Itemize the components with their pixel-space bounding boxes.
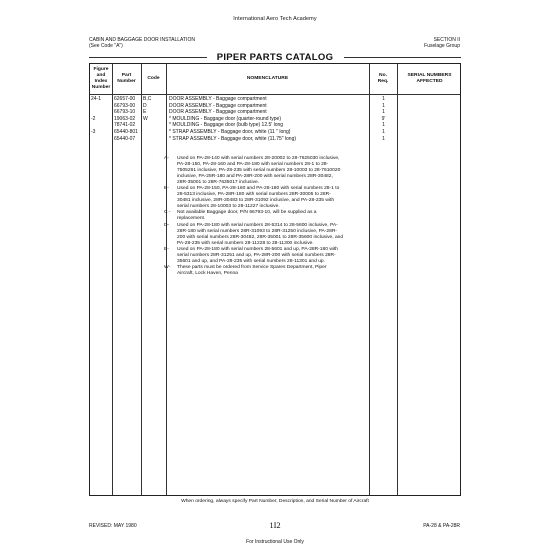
table-row: [90, 129, 460, 136]
note-text: Used on PA-28-140 with serial numbers 28-20002 to 28-7625030 inclusive, PA-28-150, PA-28-160 and PA-28-180 with serial numbers 28-1 to 28-7505261 inclusive, PA-28-235 with serial numbers 28-10003 to 28-7610020 inclusive, PA-28R-180 and PA-28R-200 with serial numbers 28R-30482, 28R-35001 to 28R-7635017 inclusive.: [177, 156, 341, 186]
note-item: [164, 223, 344, 247]
note-item: [164, 186, 344, 210]
aircraft-model: PA-28 & PA-28R: [423, 523, 460, 529]
note-code: D-: [164, 222, 170, 228]
table-row: [90, 103, 460, 110]
quantity-cell: 1: [382, 102, 385, 109]
note-item: [164, 210, 344, 222]
quantity-cell: 1: [382, 135, 385, 142]
index-cell: -2: [91, 115, 96, 122]
quantity-cell: 9': [381, 115, 386, 122]
code-cell: W: [143, 115, 148, 122]
header-separator: [90, 94, 460, 95]
organization-header: International Aero Tech Academy: [233, 16, 317, 22]
revision-date: REVISED: MAY 1980: [89, 523, 137, 529]
instructional-use-notice: For Instructional Use Only: [246, 539, 304, 545]
column-header-code: Code: [147, 76, 160, 81]
nomenclature-cell: DOOR ASSEMBLY - Baggage compartment: [169, 96, 267, 102]
code-reference: (See Code "A"): [89, 43, 123, 50]
page-number: 1I2: [269, 520, 281, 530]
column-header-nomenclature: NOMENCLATURE: [246, 76, 289, 81]
note-text: Used on PA-28-180 with serial numbers 28-5314 to 28-5600 inclusive, PA-28R-180 with serial numbers 28R-31093 to 28R-31250 inclusive, PA-28R-200 with serial numbers 28R-30482, 28R-35001 to 28R-35600 inclusive, and PA-28-235 with serial numbers 28-11228 to 28-11300 inclusive.: [177, 222, 344, 246]
section-number: SECTION II: [433, 37, 460, 43]
code-cell: B,C: [143, 96, 152, 102]
note-text: These parts must be ordered from Service Spares Department, Piper Aircraft, Lock Haven, Penna: [177, 264, 327, 276]
note-code: C -: [164, 210, 171, 216]
note-code: A-: [164, 156, 169, 161]
part-number-cell: 65440-801: [114, 129, 138, 135]
quantity-cell: 1: [382, 129, 385, 135]
section-title-right: [424, 37, 460, 50]
note-code: E-: [164, 246, 169, 252]
column-header-figure: Figure and Index Number: [91, 67, 111, 91]
part-number-cell: 78741-02: [114, 122, 136, 129]
table-row: [90, 136, 460, 143]
note-text: Used on PA-28-150, PA-28-160 and PA-28-180 with serial numbers 28-1 to 28-5313 inclusive, PA-28R-180 with serial numbers 28R-30005 to 28R-30481 inclusive, 28R-30483 to 28R-31092 inclusive, and PA-28-235 with serial numbers 28-10003 to 28-11227 inclusive.: [177, 186, 340, 210]
catalog-title: PIPER PARTS CATALOG: [216, 52, 334, 63]
code-notes: [164, 156, 344, 277]
table-row: [90, 122, 460, 129]
nomenclature-cell: DOOR ASSEMBLY - Baggage compartment: [169, 109, 267, 116]
quantity-cell: 1: [382, 96, 385, 102]
table-row: [90, 116, 460, 123]
table-row: [90, 109, 460, 116]
quantity-cell: 1: [382, 109, 385, 116]
table-row: [90, 96, 460, 103]
index-cell: -3: [91, 129, 96, 135]
note-item: [164, 247, 344, 265]
code-cell: D: [143, 102, 147, 109]
nomenclature-cell: * STRAP ASSEMBLY - Baggage door, white (11 " long): [169, 129, 291, 135]
group-name: Fuselage Group: [424, 43, 460, 50]
part-number-cell: 19063-02: [114, 115, 136, 122]
column-header-part-number: Part Number: [117, 73, 136, 85]
installation-title: CABIN AND BAGGAGE DOOR INSTALLATION: [89, 37, 195, 43]
part-number-cell: 62657-00: [114, 96, 136, 102]
nomenclature-cell: * STRAP ASSEMBLY - Baggage door, white (11.75" long): [169, 135, 297, 142]
part-number-cell: 66793-10: [114, 109, 136, 116]
title-rule-right: [344, 57, 461, 58]
section-title-left: [89, 37, 195, 50]
note-item: [164, 265, 344, 277]
nomenclature-cell: DOOR ASSEMBLY - Baggage compartment: [169, 102, 267, 109]
column-header-serial-numbers: SERIAL NUMBERS AFFECTED: [407, 73, 452, 85]
note-code: W-: [164, 264, 171, 270]
part-number-cell: 65440-07: [114, 135, 136, 142]
column-header-quantity: No. Req.: [377, 73, 389, 85]
part-number-cell: 66793-00: [114, 102, 136, 109]
index-cell: 24-1: [91, 96, 102, 102]
note-item: [164, 156, 344, 186]
nomenclature-cell: * MOULDING - Baggage door (bulb type) 12.5' long: [169, 122, 284, 129]
note-text: Not available Baggage door, P/N 66793-10, will be supplied as a replacement.: [177, 210, 317, 222]
nomenclature-cell: * MOULDING - Baggage door (quarter-round type): [169, 115, 281, 122]
quantity-cell: 1: [382, 122, 385, 129]
code-cell: E: [143, 109, 147, 116]
ordering-instructions: When ordering, always specify Part Number, Description, and Serial Number of Aircraft: [181, 499, 369, 504]
note-code: B-: [164, 186, 169, 192]
parts-table: [89, 63, 461, 496]
note-text: Used on PA-28-180 with serial numbers 28-5601 and up, PA-28R-180 with serial numbers 28R-31251 and up, PA-28R-200 with serial numbers 28R-35601 and up, and PA-28-235 with serial numbers 28-11301 and up.: [177, 246, 339, 264]
